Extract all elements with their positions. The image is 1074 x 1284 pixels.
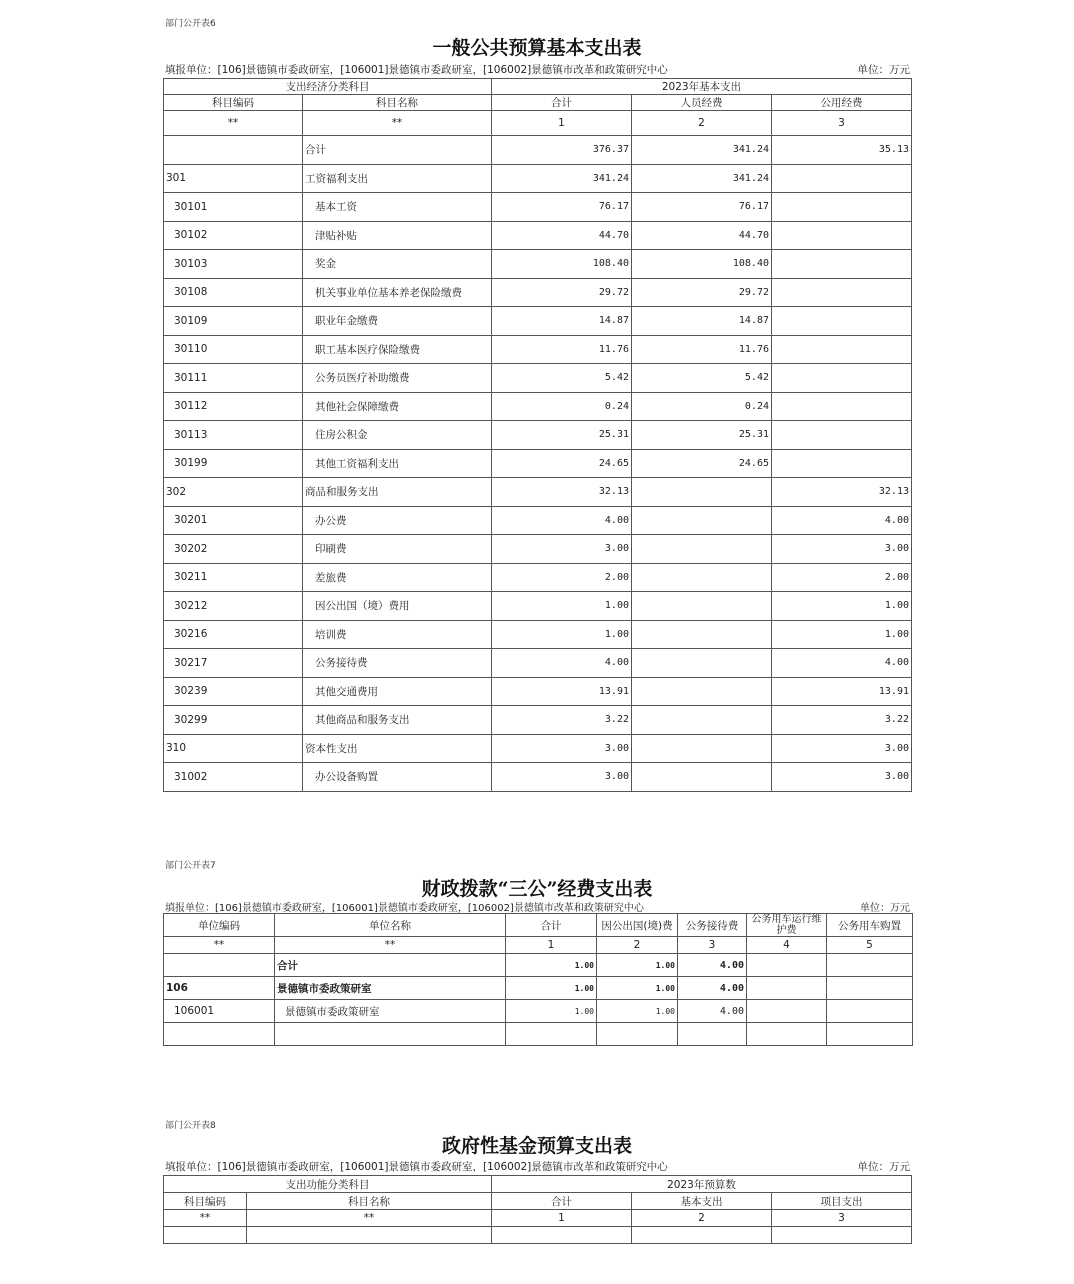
account-code-cell: 30103 bbox=[164, 250, 303, 279]
public-cell bbox=[772, 193, 912, 222]
table-row bbox=[164, 449, 912, 478]
account-name-cell: 因公出国（境）费用 bbox=[303, 592, 492, 621]
account-name-cell: 差旅费 bbox=[303, 563, 492, 592]
public-cell bbox=[772, 250, 912, 279]
public-cell: 4.00 bbox=[772, 649, 912, 678]
header-row bbox=[164, 914, 913, 937]
header-cell: 公务接待费 bbox=[678, 914, 747, 937]
car-buy-cell bbox=[827, 954, 913, 977]
account-code-cell: 30299 bbox=[164, 706, 303, 735]
table-row bbox=[164, 954, 913, 977]
index-cell: ** bbox=[164, 1210, 247, 1227]
account-code-cell: 302 bbox=[164, 478, 303, 507]
three-public-expenses-table bbox=[163, 913, 913, 1046]
public-cell: 3.00 bbox=[772, 734, 912, 763]
account-code-cell: 30212 bbox=[164, 592, 303, 621]
personnel-cell bbox=[632, 677, 772, 706]
total-cell: 1.00 bbox=[506, 954, 597, 977]
personnel-cell bbox=[632, 478, 772, 507]
public-cell bbox=[772, 278, 912, 307]
table-row bbox=[164, 164, 912, 193]
empty-cell bbox=[597, 1023, 678, 1046]
public-cell bbox=[772, 421, 912, 450]
reception-cell: 4.00 bbox=[678, 977, 747, 1000]
account-name-cell: 职工基本医疗保险缴费 bbox=[303, 335, 492, 364]
public-cell: 35.13 bbox=[772, 136, 912, 165]
personnel-cell: 341.24 bbox=[632, 136, 772, 165]
header-cell: 基本支出 bbox=[632, 1193, 772, 1210]
index-cell: ** bbox=[164, 937, 275, 954]
account-name-cell: 住房公积金 bbox=[303, 421, 492, 450]
account-name-cell: 其他社会保障缴费 bbox=[303, 392, 492, 421]
account-code-cell: 30109 bbox=[164, 307, 303, 336]
header-cell: 公务用车购置 bbox=[827, 914, 913, 937]
table-body bbox=[164, 136, 912, 792]
account-code-cell: 30101 bbox=[164, 193, 303, 222]
basic-expenditure-table bbox=[163, 78, 912, 792]
table-row bbox=[164, 221, 912, 250]
table-row bbox=[164, 1000, 913, 1023]
header-cell: 公用经费 bbox=[772, 95, 912, 111]
car-run-cell bbox=[747, 954, 827, 977]
personnel-cell bbox=[632, 649, 772, 678]
table-row bbox=[164, 335, 912, 364]
header-cell: 因公出国(境)费 bbox=[597, 914, 678, 937]
total-cell: 1.00 bbox=[492, 620, 632, 649]
account-name-cell: 津贴补贴 bbox=[303, 221, 492, 250]
total-cell: 108.40 bbox=[492, 250, 632, 279]
empty-cell bbox=[275, 1023, 506, 1046]
total-cell: 25.31 bbox=[492, 421, 632, 450]
car-run-cell bbox=[747, 977, 827, 1000]
index-cell: 2 bbox=[597, 937, 678, 954]
personnel-cell: 108.40 bbox=[632, 250, 772, 279]
header-group-cell: 支出经济分类科目 bbox=[164, 79, 492, 95]
personnel-cell bbox=[632, 620, 772, 649]
header-group-cell: 2023年预算数 bbox=[492, 1176, 912, 1193]
public-cell bbox=[772, 307, 912, 336]
empty-row bbox=[164, 1023, 913, 1046]
personnel-cell: 76.17 bbox=[632, 193, 772, 222]
account-code-cell: 31002 bbox=[164, 763, 303, 792]
abroad-cell: 1.00 bbox=[597, 954, 678, 977]
unit-name-cell: 合计 bbox=[275, 954, 506, 977]
public-cell bbox=[772, 221, 912, 250]
public-cell bbox=[772, 164, 912, 193]
index-cell: 2 bbox=[632, 111, 772, 136]
account-name-cell: 工资福利支出 bbox=[303, 164, 492, 193]
car-buy-cell bbox=[827, 977, 913, 1000]
index-cell: ** bbox=[164, 111, 303, 136]
unit-code-cell bbox=[164, 954, 275, 977]
table-row bbox=[164, 278, 912, 307]
table-row bbox=[164, 307, 912, 336]
account-name-cell: 印刷费 bbox=[303, 535, 492, 564]
account-name-cell: 培训费 bbox=[303, 620, 492, 649]
personnel-cell: 44.70 bbox=[632, 221, 772, 250]
empty-cell bbox=[506, 1023, 597, 1046]
personnel-cell: 11.76 bbox=[632, 335, 772, 364]
account-code-cell: 30110 bbox=[164, 335, 303, 364]
account-code-cell: 30111 bbox=[164, 364, 303, 393]
unit-code-cell: 106 bbox=[164, 977, 275, 1000]
total-cell: 44.70 bbox=[492, 221, 632, 250]
header-index-row bbox=[164, 937, 913, 954]
empty-cell bbox=[632, 1227, 772, 1244]
currency-unit: 单位：万元 bbox=[857, 64, 910, 76]
header-group-cell: 支出功能分类科目 bbox=[164, 1176, 492, 1193]
filing-unit: 填报单位：[106]景德镇市委政研室，[106001]景德镇市委政研室，[106002]景德镇市改革和政策研究中心 bbox=[165, 64, 668, 76]
dept-table-number: 部门公开表8 bbox=[165, 1121, 216, 1131]
unit-name-cell: 景德镇市委政策研室 bbox=[275, 1000, 506, 1023]
account-name-cell: 其他商品和服务支出 bbox=[303, 706, 492, 735]
table-row bbox=[164, 977, 913, 1000]
account-code-cell: 30216 bbox=[164, 620, 303, 649]
header-cell: 单位编码 bbox=[164, 914, 275, 937]
total-cell: 1.00 bbox=[506, 1000, 597, 1023]
empty-cell bbox=[747, 1023, 827, 1046]
abroad-cell: 1.00 bbox=[597, 977, 678, 1000]
account-code-cell: 30113 bbox=[164, 421, 303, 450]
header-index-row bbox=[164, 111, 912, 136]
personnel-cell bbox=[632, 535, 772, 564]
account-name-cell: 办公设备购置 bbox=[303, 763, 492, 792]
personnel-cell: 14.87 bbox=[632, 307, 772, 336]
account-name-cell: 机关事业单位基本养老保险缴费 bbox=[303, 278, 492, 307]
table-row bbox=[164, 592, 912, 621]
dept-table-number: 部门公开表6 bbox=[165, 19, 216, 29]
total-cell: 76.17 bbox=[492, 193, 632, 222]
table-title: 财政拨款“三公”经费支出表 bbox=[421, 878, 653, 900]
public-cell bbox=[772, 392, 912, 421]
dept-table-number: 部门公开表7 bbox=[165, 861, 216, 871]
header-cell: 项目支出 bbox=[772, 1193, 912, 1210]
government-fund-table bbox=[163, 1175, 912, 1244]
public-cell: 32.13 bbox=[772, 478, 912, 507]
public-cell: 1.00 bbox=[772, 592, 912, 621]
personnel-cell: 341.24 bbox=[632, 164, 772, 193]
public-cell: 2.00 bbox=[772, 563, 912, 592]
total-cell: 32.13 bbox=[492, 478, 632, 507]
total-cell: 376.37 bbox=[492, 136, 632, 165]
account-code-cell: 30217 bbox=[164, 649, 303, 678]
total-cell: 4.00 bbox=[492, 649, 632, 678]
table-row bbox=[164, 193, 912, 222]
account-code-cell: 30211 bbox=[164, 563, 303, 592]
personnel-cell: 24.65 bbox=[632, 449, 772, 478]
filing-unit-line bbox=[165, 1159, 910, 1174]
abroad-cell: 1.00 bbox=[597, 1000, 678, 1023]
personnel-cell: 29.72 bbox=[632, 278, 772, 307]
personnel-cell bbox=[632, 734, 772, 763]
personnel-cell bbox=[632, 506, 772, 535]
empty-cell bbox=[247, 1227, 492, 1244]
account-name-cell: 商品和服务支出 bbox=[303, 478, 492, 507]
account-name-cell: 其他工资福利支出 bbox=[303, 449, 492, 478]
index-cell: 2 bbox=[632, 1210, 772, 1227]
account-code-cell: 30108 bbox=[164, 278, 303, 307]
total-cell: 3.00 bbox=[492, 535, 632, 564]
table-row bbox=[164, 364, 912, 393]
index-cell: ** bbox=[275, 937, 506, 954]
account-name-cell: 奖金 bbox=[303, 250, 492, 279]
public-cell: 13.91 bbox=[772, 677, 912, 706]
table-row bbox=[164, 620, 912, 649]
account-code-cell bbox=[164, 136, 303, 165]
index-cell: 4 bbox=[747, 937, 827, 954]
table-row bbox=[164, 392, 912, 421]
empty-cell bbox=[772, 1227, 912, 1244]
public-cell bbox=[772, 364, 912, 393]
currency-unit: 单位：万元 bbox=[860, 903, 910, 914]
table-title: 一般公共预算基本支出表 bbox=[432, 37, 642, 59]
reception-cell: 4.00 bbox=[678, 1000, 747, 1023]
filing-unit-line bbox=[165, 62, 910, 77]
car-buy-cell bbox=[827, 1000, 913, 1023]
total-cell: 11.76 bbox=[492, 335, 632, 364]
account-name-cell: 职业年金缴费 bbox=[303, 307, 492, 336]
public-cell: 3.00 bbox=[772, 535, 912, 564]
index-cell: 1 bbox=[492, 1210, 632, 1227]
table-row bbox=[164, 763, 912, 792]
total-cell: 4.00 bbox=[492, 506, 632, 535]
car-run-cell bbox=[747, 1000, 827, 1023]
empty-cell bbox=[827, 1023, 913, 1046]
index-cell: 1 bbox=[506, 937, 597, 954]
header-row bbox=[164, 95, 912, 111]
account-code-cell: 301 bbox=[164, 164, 303, 193]
header-cell: 合计 bbox=[492, 95, 632, 111]
total-cell: 5.42 bbox=[492, 364, 632, 393]
header-cell: 合计 bbox=[506, 914, 597, 937]
unit-code-cell: 106001 bbox=[164, 1000, 275, 1023]
table-row bbox=[164, 136, 912, 165]
total-cell: 3.22 bbox=[492, 706, 632, 735]
header-cell: 公务用车运行维护费 bbox=[747, 914, 827, 937]
filing-unit: 填报单位：[106]景德镇市委政研室，[106001]景德镇市委政研室，[106002]景德镇市改革和政策研究中心 bbox=[165, 903, 644, 914]
reception-cell: 4.00 bbox=[678, 954, 747, 977]
personnel-cell bbox=[632, 706, 772, 735]
public-cell: 3.22 bbox=[772, 706, 912, 735]
public-cell: 4.00 bbox=[772, 506, 912, 535]
total-cell: 3.00 bbox=[492, 734, 632, 763]
header-group-cell: 2023年基本支出 bbox=[492, 79, 912, 95]
filing-unit-line bbox=[165, 899, 910, 914]
personnel-cell: 25.31 bbox=[632, 421, 772, 450]
total-cell: 1.00 bbox=[492, 592, 632, 621]
empty-cell bbox=[164, 1227, 247, 1244]
account-code-cell: 30201 bbox=[164, 506, 303, 535]
header-cell: 科目名称 bbox=[247, 1193, 492, 1210]
account-code-cell: 30112 bbox=[164, 392, 303, 421]
header-cell: 科目编码 bbox=[164, 95, 303, 111]
index-cell: ** bbox=[247, 1210, 492, 1227]
unit-name-cell: 景德镇市委政策研室 bbox=[275, 977, 506, 1000]
account-name-cell: 办公费 bbox=[303, 506, 492, 535]
empty-row bbox=[164, 1227, 912, 1244]
table-row bbox=[164, 506, 912, 535]
index-cell: 1 bbox=[492, 111, 632, 136]
total-cell: 3.00 bbox=[492, 763, 632, 792]
account-name-cell: 其他交通费用 bbox=[303, 677, 492, 706]
filing-unit: 填报单位：[106]景德镇市委政研室，[106001]景德镇市委政研室，[106002]景德镇市改革和政策研究中心 bbox=[165, 1161, 668, 1173]
header-row bbox=[164, 1193, 912, 1210]
empty-cell bbox=[678, 1023, 747, 1046]
header-group-row bbox=[164, 1176, 912, 1193]
header-cell: 合计 bbox=[492, 1193, 632, 1210]
index-cell: 3 bbox=[772, 111, 912, 136]
table-row bbox=[164, 677, 912, 706]
header-group-row bbox=[164, 79, 912, 95]
index-cell: 3 bbox=[772, 1210, 912, 1227]
index-cell: 5 bbox=[827, 937, 913, 954]
header-cell: 单位名称 bbox=[275, 914, 506, 937]
total-cell: 2.00 bbox=[492, 563, 632, 592]
total-cell: 24.65 bbox=[492, 449, 632, 478]
table-row bbox=[164, 478, 912, 507]
table-row bbox=[164, 649, 912, 678]
total-cell: 1.00 bbox=[506, 977, 597, 1000]
total-cell: 0.24 bbox=[492, 392, 632, 421]
header-index-row bbox=[164, 1210, 912, 1227]
account-code-cell: 30102 bbox=[164, 221, 303, 250]
personnel-cell bbox=[632, 563, 772, 592]
account-name-cell: 基本工资 bbox=[303, 193, 492, 222]
table-row bbox=[164, 734, 912, 763]
total-cell: 341.24 bbox=[492, 164, 632, 193]
account-code-cell: 30202 bbox=[164, 535, 303, 564]
total-cell: 14.87 bbox=[492, 307, 632, 336]
table-row bbox=[164, 535, 912, 564]
personnel-cell: 0.24 bbox=[632, 392, 772, 421]
account-name-cell: 公务接待费 bbox=[303, 649, 492, 678]
personnel-cell bbox=[632, 592, 772, 621]
table-row bbox=[164, 421, 912, 450]
header-cell: 科目名称 bbox=[303, 95, 492, 111]
index-cell: 3 bbox=[678, 937, 747, 954]
empty-cell bbox=[492, 1227, 632, 1244]
personnel-cell bbox=[632, 763, 772, 792]
public-cell bbox=[772, 335, 912, 364]
account-name-cell: 资本性支出 bbox=[303, 734, 492, 763]
table-row bbox=[164, 706, 912, 735]
table-row bbox=[164, 250, 912, 279]
personnel-cell: 5.42 bbox=[632, 364, 772, 393]
account-code-cell: 30199 bbox=[164, 449, 303, 478]
header-cell: 人员经费 bbox=[632, 95, 772, 111]
public-cell bbox=[772, 449, 912, 478]
currency-unit: 单位：万元 bbox=[857, 1161, 910, 1173]
account-name-cell: 合计 bbox=[303, 136, 492, 165]
public-cell: 3.00 bbox=[772, 763, 912, 792]
public-cell: 1.00 bbox=[772, 620, 912, 649]
account-code-cell: 30239 bbox=[164, 677, 303, 706]
index-cell: ** bbox=[303, 111, 492, 136]
table-row bbox=[164, 563, 912, 592]
account-code-cell: 310 bbox=[164, 734, 303, 763]
header-cell: 科目编码 bbox=[164, 1193, 247, 1210]
empty-cell bbox=[164, 1023, 275, 1046]
account-name-cell: 公务员医疗补助缴费 bbox=[303, 364, 492, 393]
total-cell: 29.72 bbox=[492, 278, 632, 307]
table-title: 政府性基金预算支出表 bbox=[441, 1135, 632, 1157]
total-cell: 13.91 bbox=[492, 677, 632, 706]
